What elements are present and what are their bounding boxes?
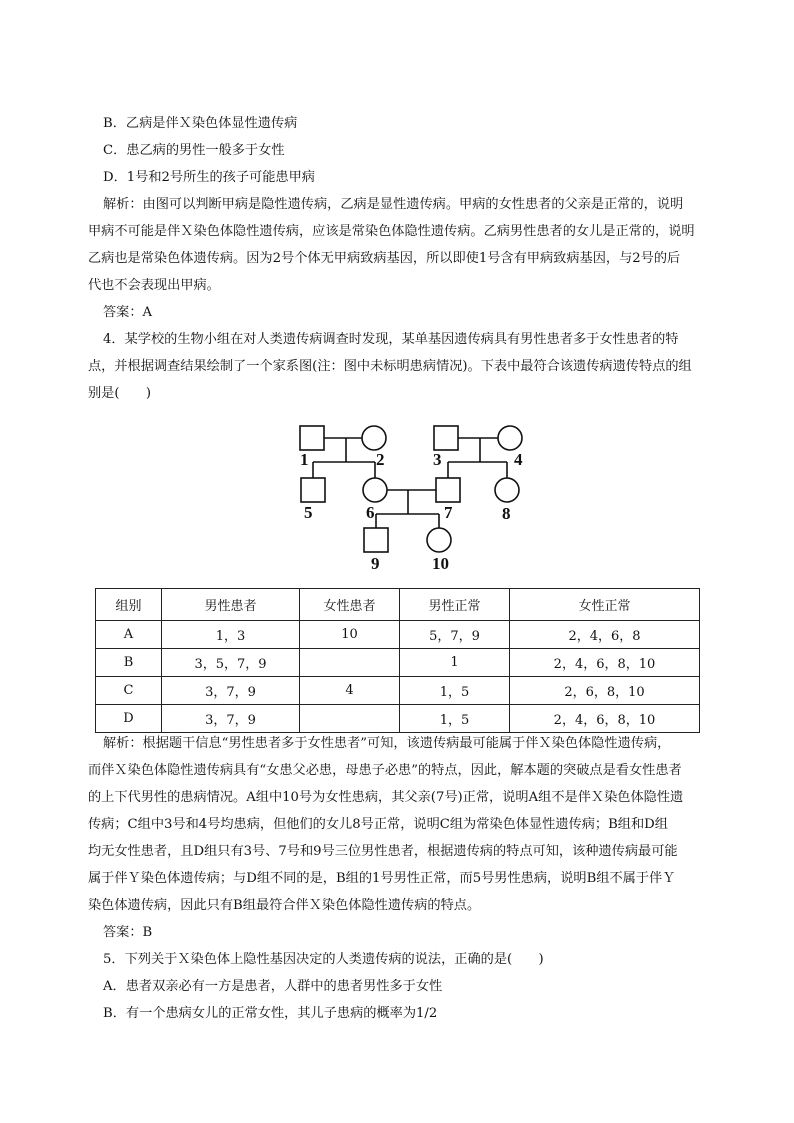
pedigree-label: 1: [300, 450, 309, 469]
pedigree-male-5: [301, 478, 325, 502]
analysis-line: 均无女性患者，且D组只有3号、7号和9号三位男性患者，根据遗传病的特点可知，该种遗传病最可能: [88, 844, 678, 859]
pedigree-label: 10: [432, 554, 449, 573]
analysis-line: 而伴Ｘ染色体隐性遗传病具有“女患父必患，母患子必患”的特点，因此，解本题的突破点是看女性患者: [88, 763, 682, 778]
pedigree-female-4: [498, 426, 522, 450]
pedigree-male-7: [436, 478, 460, 502]
option-b: B．乙病是伴Ｘ染色体显性遗传病: [103, 116, 298, 131]
answer-line: 答案：A: [103, 305, 153, 320]
pedigree-male-3: [434, 426, 458, 450]
analysis-line: 传病；C组中3号和4号均患病，但他们的女儿8号正常，说明C组为常染色体显性遗传病；B组和D组: [88, 817, 668, 832]
analysis-line: 染色体遗传病，因此只有B组最符合伴Ｘ染色体隐性遗传病的特点。: [88, 898, 481, 913]
pedigree-label: 7: [444, 503, 453, 522]
table-cell: B: [96, 649, 162, 677]
pedigree-label: 4: [514, 450, 523, 469]
table-cell: 10: [300, 621, 400, 649]
table-cell: 1: [400, 649, 510, 677]
table-cell: 2，4，6，8: [510, 621, 700, 649]
table-header: 男性正常: [400, 589, 510, 621]
pedigree-diagram: [288, 418, 528, 578]
table-header: 女性患者: [300, 589, 400, 621]
table-cell: D: [96, 705, 162, 733]
table-cell: 2，6，8，10: [510, 677, 700, 705]
table-cell: 2，4，6，8，10: [510, 649, 700, 677]
analysis-line: 甲病不可能是伴Ｘ染色体隐性遗传病，应该是常染色体隐性遗传病。乙病男性患者的女儿是正常的，说明: [88, 224, 695, 239]
table-cell: 1，5: [400, 705, 510, 733]
table-cell: 3，7，9: [162, 705, 300, 733]
table-row: [96, 705, 700, 733]
pedigree-male-9: [364, 528, 388, 552]
pedigree-label: 8: [502, 504, 511, 523]
pedigree-male-1: [300, 426, 324, 450]
pedigree-female-2: [362, 426, 386, 450]
pedigree-female-10: [427, 528, 451, 552]
table-cell: A: [96, 621, 162, 649]
table-row: [96, 677, 700, 705]
table-row: [96, 621, 700, 649]
table-cell: 1，3: [162, 621, 300, 649]
analysis-line: 的上下代男性的患病情况。A组中10号为女性患病，其父亲(7号)正常，说明A组不是伴Ｘ染色体隐性遗: [88, 790, 684, 805]
analysis-line: 乙病也是常染色体遗传病。因为2号个体无甲病致病基因，所以即使1号含有甲病致病基因，与2号的后: [88, 251, 681, 266]
pedigree-label: 6: [366, 503, 375, 522]
analysis-line: 代也不会表现出甲病。: [88, 278, 220, 293]
table-header-row: [96, 589, 700, 621]
pedigree-label: 2: [376, 450, 385, 469]
table-cell: 2，4，6，8，10: [510, 705, 700, 733]
table-cell: [300, 649, 400, 677]
table-header: 女性正常: [510, 589, 700, 621]
option-c: C．患乙病的男性一般多于女性: [103, 143, 285, 158]
option-a: A．患者双亲必有一方是患者，人群中的患者男性多于女性: [103, 979, 443, 994]
table-cell: C: [96, 677, 162, 705]
pedigree-female-8: [495, 478, 519, 502]
option-b: B．有一个患病女儿的正常女性，其儿子患病的概率为1/2: [103, 1006, 438, 1021]
pedigree-label: 5: [304, 503, 313, 522]
table-cell: [300, 705, 400, 733]
question-4-line: 4．某学校的生物小组在对人类遗传病调查时发现，某单基因遗传病具有男性患者多于女性患者的特: [103, 332, 679, 347]
pedigree-female-6: [363, 478, 387, 502]
table-cell: 1，5: [400, 677, 510, 705]
table-header: 男性患者: [162, 589, 300, 621]
table-cell: 3，7，9: [162, 677, 300, 705]
table-row: [96, 649, 700, 677]
question-4-line: 点，并根据调查结果绘制了一个家系图(注：图中未标明患病情况)。下表中最符合该遗传病遗传特点的组: [88, 359, 692, 374]
table-cell: 4: [300, 677, 400, 705]
question-4-line: 别是( ): [88, 386, 152, 401]
analysis-line: 解析：由图可以判断甲病是隐性遗传病，乙病是显性遗传病。甲病的女性患者的父亲是正常的，说明: [103, 197, 684, 212]
group-table: [95, 588, 700, 733]
table-cell: 3，5，7，9: [162, 649, 300, 677]
analysis-line: 解析：根据题干信息“男性患者多于女性患者”可知，该遗传病最可能属于伴Ｘ染色体隐性遗传病，: [103, 736, 671, 751]
table-cell: 5，7，9: [400, 621, 510, 649]
question-5-stem: 5．下列关于Ｘ染色体上隐性基因决定的人类遗传病的说法，正确的是( ): [103, 952, 544, 967]
analysis-line: 属于伴Ｙ染色体遗传病；与D组不同的是，B组的1号男性正常，而5号男性患病，说明B组不属于伴Ｙ: [88, 871, 676, 886]
table-header: 组别: [96, 589, 162, 621]
answer-line: 答案：B: [103, 925, 153, 940]
pedigree-label: 3: [433, 450, 442, 469]
pedigree-label: 9: [371, 554, 380, 573]
option-d: D．1号和2号所生的孩子可能患甲病: [103, 170, 315, 185]
